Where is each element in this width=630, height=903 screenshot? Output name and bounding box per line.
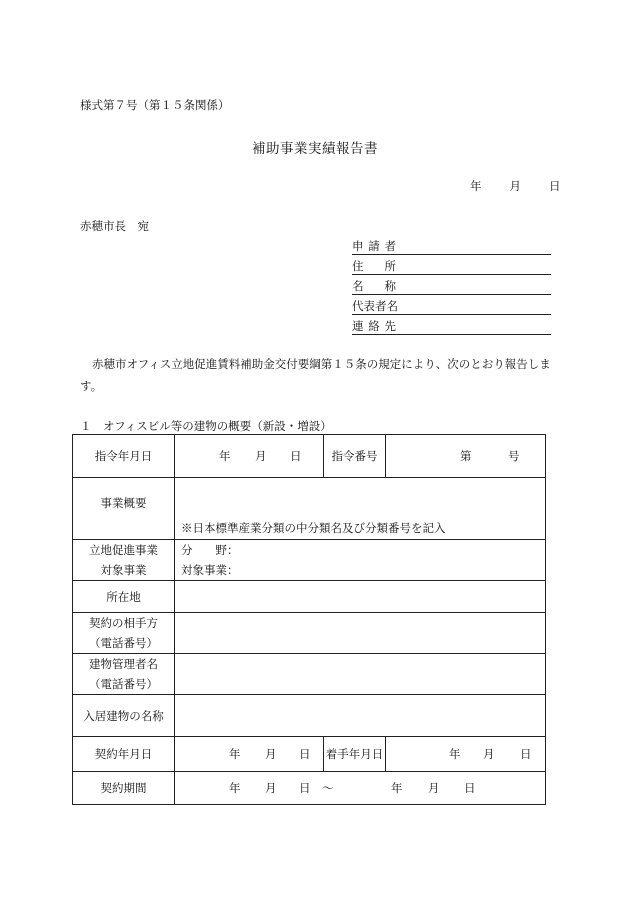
date-day: 日 (549, 179, 561, 193)
order-number-label: 指令番号 (324, 435, 386, 478)
counterparty-field[interactable] (175, 613, 546, 654)
name-line[interactable] (352, 276, 551, 295)
address-label: 住 所 (352, 259, 396, 273)
representative-line[interactable] (352, 296, 551, 315)
contact-label: 連 絡 先 (352, 319, 396, 333)
order-number-field[interactable]: 第 号 (386, 435, 546, 478)
target-business-label: 立地促進事業 対象事業 (73, 540, 175, 581)
contract-date-row (73, 737, 546, 772)
business-summary-label: 事業概要 (73, 478, 175, 540)
target-label: 対象事業： (181, 563, 239, 577)
start-date-field[interactable]: 年 月 日 (386, 737, 546, 772)
target-business-field[interactable] (175, 540, 546, 581)
start-date-label: 着手年月日 (324, 737, 386, 772)
counterparty-label: 契約の相手方 （電話番号） (73, 613, 175, 654)
location-label: 所在地 (73, 581, 175, 613)
addressee: 赤穂市長 宛 (80, 219, 149, 233)
applicant-line[interactable] (352, 236, 551, 255)
order-date-label: 指令年月日 (73, 435, 175, 478)
report-date (470, 178, 561, 194)
contact-line[interactable] (352, 316, 551, 335)
order-row (73, 435, 546, 478)
building-name-row (73, 695, 546, 737)
location-field[interactable] (175, 581, 546, 613)
contract-period-label: 契約期間 (73, 772, 175, 805)
contract-date-field[interactable]: 年 月 日 (175, 737, 324, 772)
business-summary-row (73, 478, 546, 540)
manager-field[interactable] (175, 654, 546, 695)
field-label: 分 野： (181, 543, 239, 557)
date-month: 月 (509, 179, 521, 193)
manager-label: 建物管理者名 （電話番号） (73, 654, 175, 695)
contract-period-field[interactable]: 年 月 日 〜 年 月 日 (175, 772, 546, 805)
period-tilde: 〜 (322, 781, 334, 795)
form-number: 様式第７号（第１５条関係） (80, 98, 230, 112)
address-line[interactable] (352, 256, 551, 275)
document-title: 補助事業実績報告書 (252, 141, 378, 157)
target-business-row (73, 540, 546, 581)
building-name-field[interactable] (175, 695, 546, 737)
business-summary-field[interactable] (175, 478, 546, 540)
section-heading: １ オフィスビル等の建物の概要（新設・増設） (80, 419, 332, 433)
name-label: 名 称 (352, 279, 396, 293)
counterparty-row (73, 613, 546, 654)
location-row (73, 581, 546, 613)
representative-label: 代表者名 (352, 299, 398, 313)
manager-row (73, 654, 546, 695)
report-statement: 赤穂市オフィス立地促進賃料補助金交付要綱第１５条の規定により、次のとおり報告します。 (80, 357, 551, 393)
building-name-label: 入居建物の名称 (73, 695, 175, 737)
order-date-field[interactable]: 年 月 日 (175, 435, 324, 478)
applicant-label: 申 請 者 (352, 239, 396, 253)
date-year: 年 (470, 179, 482, 193)
building-overview-table (72, 434, 546, 805)
contract-period-row (73, 772, 546, 805)
classification-note: ※日本標準産業分類の中分類名及び分類番号を記入 (181, 521, 446, 535)
contract-date-label: 契約年月日 (73, 737, 175, 772)
